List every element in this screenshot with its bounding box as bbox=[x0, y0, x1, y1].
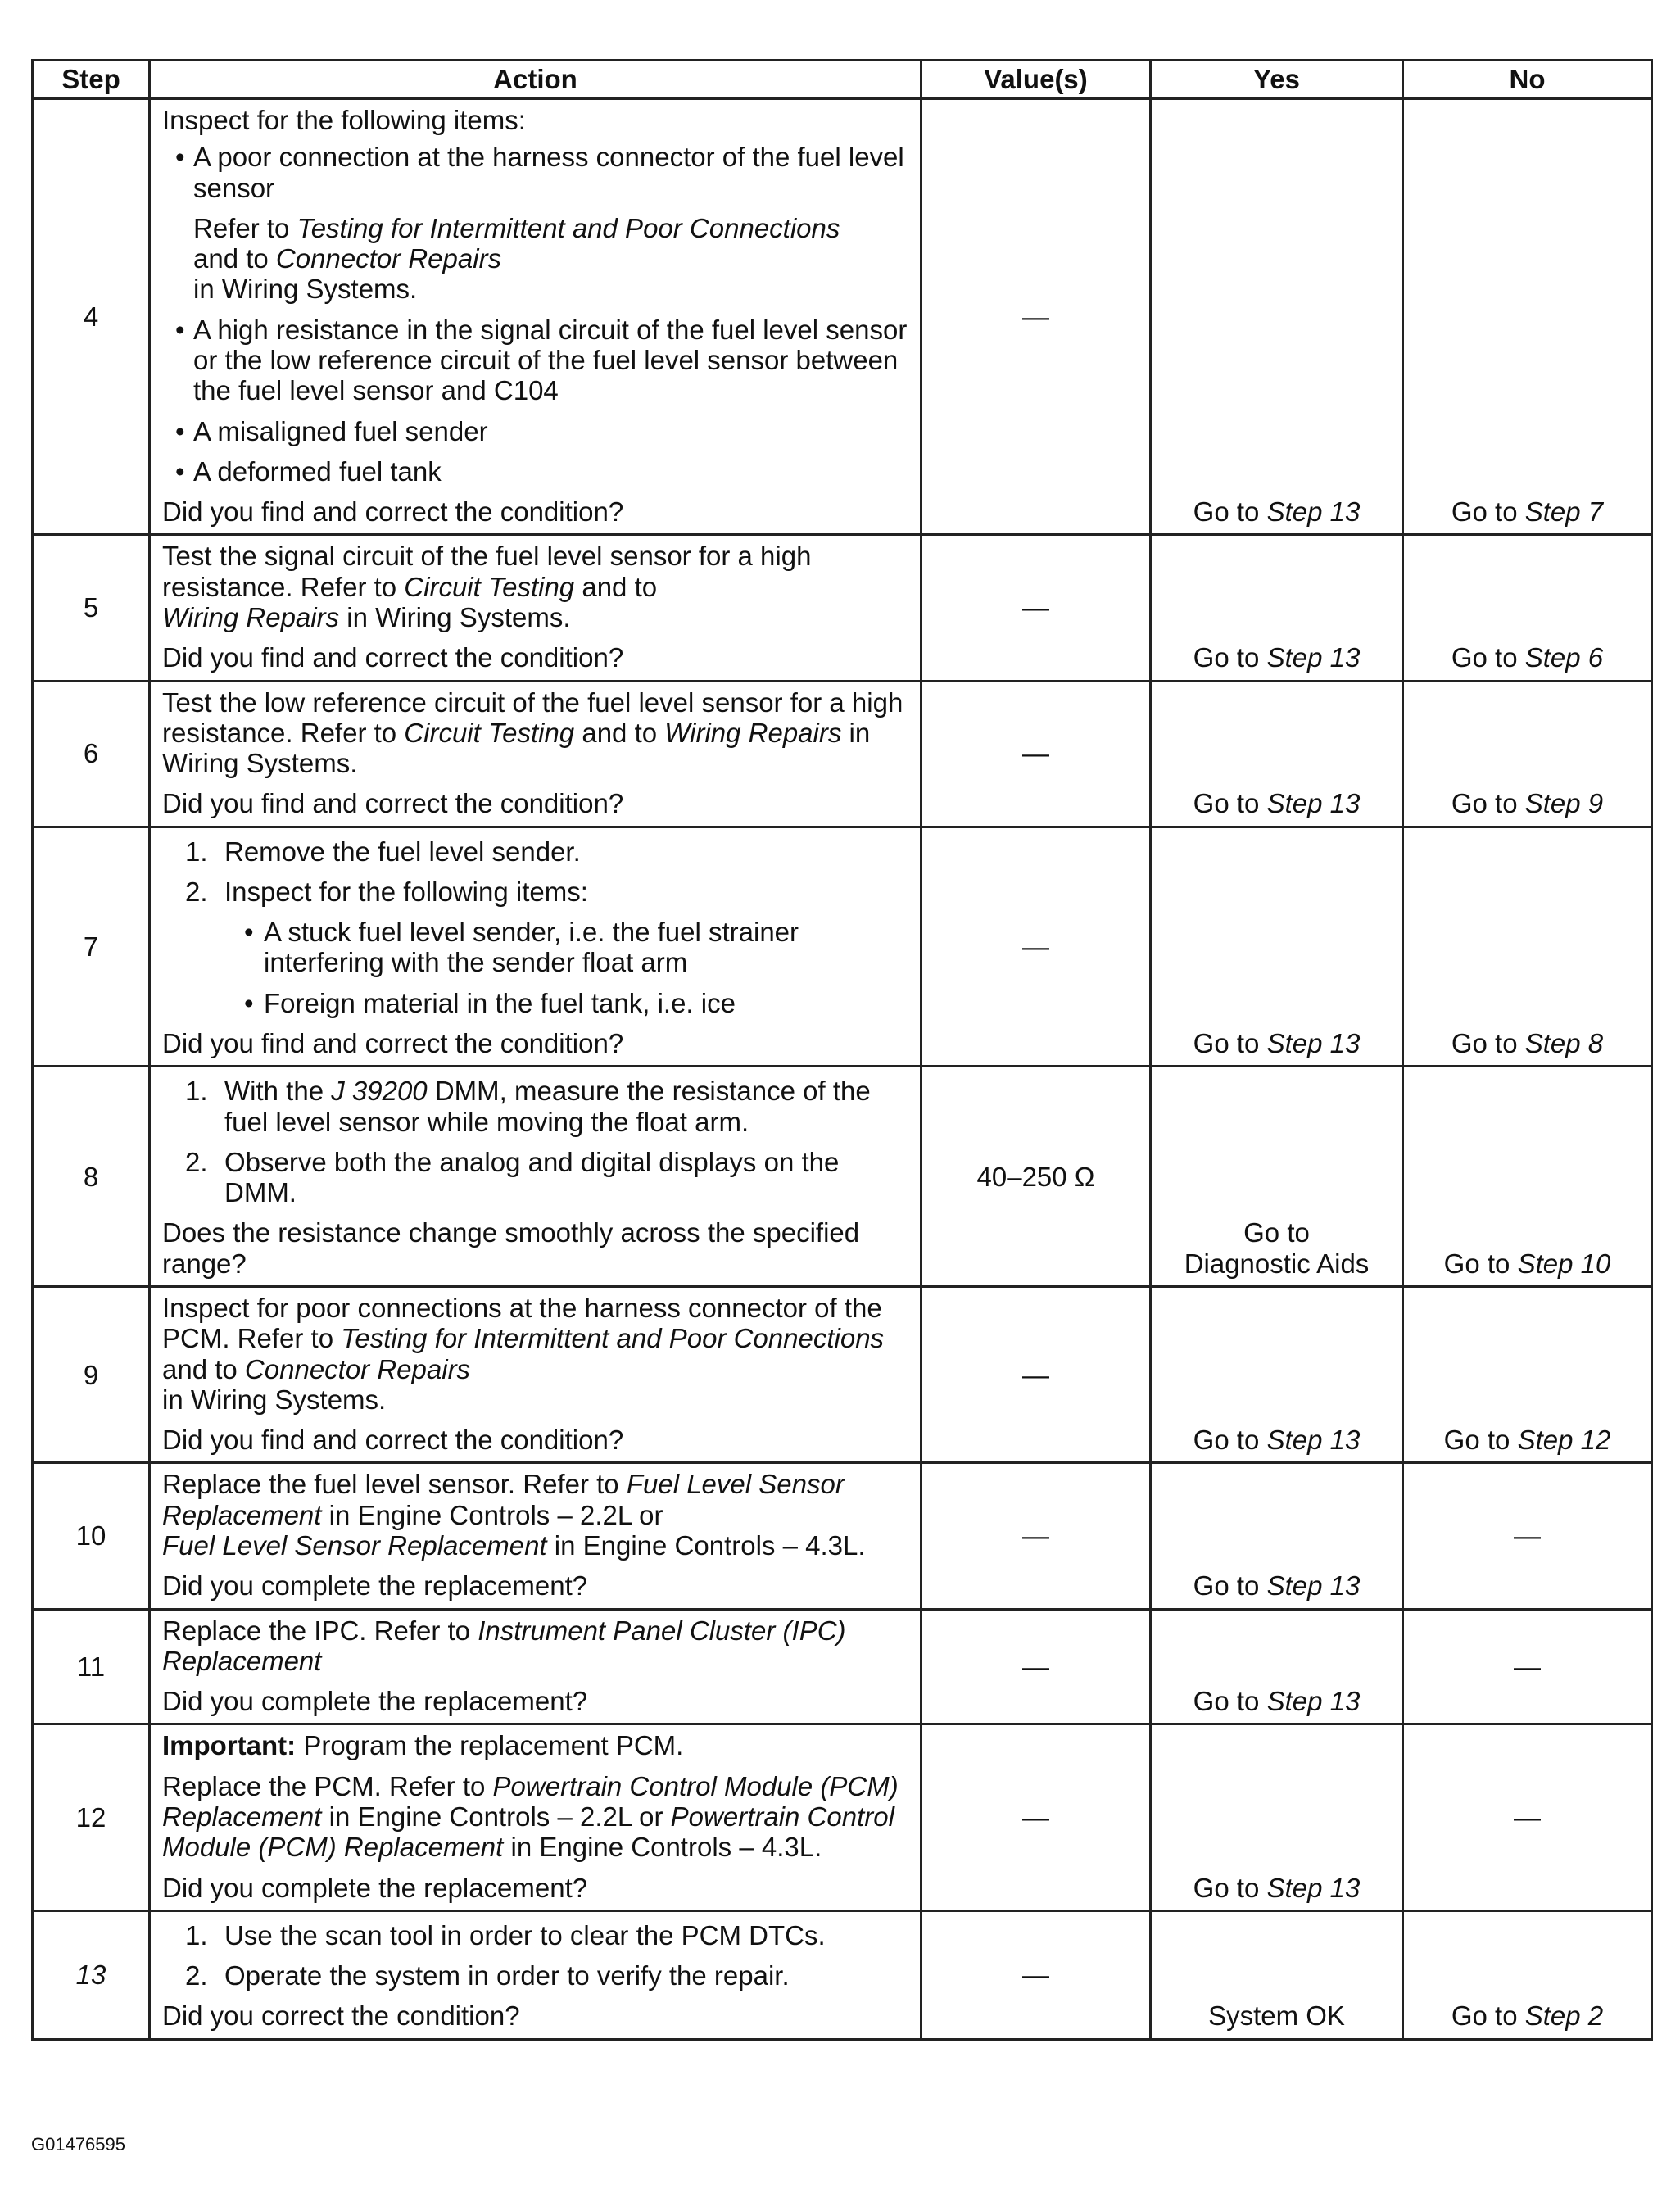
yes-cell: Go to Step 13 bbox=[1151, 1609, 1403, 1724]
bullet-item: • A misaligned fuel sender bbox=[162, 416, 912, 446]
numbered-item: 2. Inspect for the following items: bbox=[185, 876, 588, 907]
question-text: Did you complete the replacement? bbox=[162, 1686, 588, 1717]
value-cell: — bbox=[922, 1910, 1151, 2039]
step-number: 11 bbox=[33, 1609, 150, 1724]
question-text: Did you find and correct the condition? bbox=[162, 642, 624, 673]
step-number: 5 bbox=[33, 535, 150, 681]
sub-bullet-item: • A stuck fuel level sender, i.e. the fuel strainer interfering with the sender float arm bbox=[162, 917, 912, 978]
question-text: Did you find and correct the condition? bbox=[162, 1425, 624, 1456]
yes-cell: Go to Step 13 bbox=[1151, 1724, 1403, 1910]
yes-cell: Go to Step 13 bbox=[1151, 535, 1403, 681]
header-yes: Yes bbox=[1151, 61, 1403, 99]
step-number: 12 bbox=[33, 1724, 150, 1910]
action-cell bbox=[150, 535, 922, 681]
table-row-step-4 bbox=[33, 99, 1652, 535]
action-intro: Inspect for the following items: bbox=[162, 105, 526, 135]
table-row-step-6 bbox=[33, 681, 1652, 827]
yes-cell: System OK bbox=[1151, 1910, 1403, 2039]
numbered-item: 1. Use the scan tool in order to clear the PCM DTCs. bbox=[185, 1919, 826, 1950]
numbered-item: 1. Remove the fuel level sender. bbox=[185, 836, 581, 867]
action-cell bbox=[150, 1067, 922, 1287]
no-cell: — bbox=[1403, 1609, 1652, 1724]
no-cell: Go to Step 8 bbox=[1403, 827, 1652, 1067]
no-cell: Go to Step 12 bbox=[1403, 1287, 1652, 1463]
action-cell bbox=[150, 1287, 922, 1463]
value-cell: — bbox=[922, 1724, 1151, 1910]
header-action: Action bbox=[150, 61, 922, 99]
yes-cell: Go to Diagnostic Aids bbox=[1151, 1067, 1403, 1287]
no-cell: Go to Step 10 bbox=[1403, 1067, 1652, 1287]
table-row-step-11 bbox=[33, 1609, 1652, 1724]
figure-id: G01476595 bbox=[31, 2134, 125, 2154]
header-values: Value(s) bbox=[922, 61, 1151, 99]
action-cell bbox=[150, 681, 922, 827]
table-row-step-12 bbox=[33, 1724, 1652, 1910]
question-text: Did you complete the replacement? bbox=[162, 1872, 588, 1903]
question-text: Did you find and correct the condition? bbox=[162, 788, 624, 819]
question-text: Did you correct the condition? bbox=[162, 2000, 520, 2032]
yes-cell: Go to Step 13 bbox=[1151, 99, 1403, 535]
table-row-step-10 bbox=[33, 1463, 1652, 1609]
important-note: Important: Program the replacement PCM. bbox=[162, 1730, 684, 1761]
table-row-step-9 bbox=[33, 1287, 1652, 1463]
no-cell: Go to Step 7 bbox=[1403, 99, 1652, 535]
bullet-item: • A poor connection at the harness connector of the fuel level sensor bbox=[162, 142, 912, 203]
step-number: 9 bbox=[33, 1287, 150, 1463]
action-text: Test the low reference circuit of the fuel level sensor for a high resistance. Refer to Circuit Testing and to Wiring Repairs in Wiring Systems. bbox=[162, 686, 903, 779]
question-text: Did you complete the replacement? bbox=[162, 1570, 588, 1602]
step-number: 7 bbox=[33, 827, 150, 1067]
action-cell bbox=[150, 1724, 922, 1910]
value-cell: — bbox=[922, 1287, 1151, 1463]
action-cell bbox=[150, 99, 922, 535]
bullet-item: • A deformed fuel tank bbox=[162, 456, 912, 487]
numbered-item: 2. Operate the system in order to verify the repair. bbox=[185, 1960, 790, 1991]
question-text: Does the resistance change smoothly across the specified range? bbox=[162, 1217, 860, 1279]
yes-cell: Go to Step 13 bbox=[1151, 827, 1403, 1067]
action-cell bbox=[150, 1463, 922, 1609]
table-row-step-5 bbox=[33, 535, 1652, 681]
question-text: Did you find and correct the condition? bbox=[162, 1028, 624, 1059]
no-cell: Go to Step 9 bbox=[1403, 681, 1652, 827]
numbered-item: 1. With the J 39200 DMM, measure the resistance of the fuel level sensor while moving the float arm. bbox=[185, 1076, 871, 1137]
table-row-step-13 bbox=[33, 1910, 1652, 2039]
step-number: 8 bbox=[33, 1067, 150, 1287]
value-cell: — bbox=[922, 827, 1151, 1067]
value-cell: — bbox=[922, 1609, 1151, 1724]
table-row-step-7 bbox=[33, 827, 1652, 1067]
value-cell: — bbox=[922, 1463, 1151, 1609]
step-number: 13 bbox=[33, 1910, 150, 2039]
numbered-item: 2. Observe both the analog and digital displays on the DMM. bbox=[185, 1146, 840, 1208]
action-text: Replace the IPC. Refer to Instrument Panel Cluster (IPC) Replacement bbox=[162, 1615, 846, 1676]
value-cell: — bbox=[922, 535, 1151, 681]
yes-cell: Go to Step 13 bbox=[1151, 1287, 1403, 1463]
step-number: 10 bbox=[33, 1463, 150, 1609]
yes-cell: Go to Step 13 bbox=[1151, 681, 1403, 827]
action-cell bbox=[150, 1910, 922, 2039]
bullet-item: • A high resistance in the signal circuit of the fuel level sensor or the low reference circuit of the fuel level sensor between the fuel level sensor and C104 bbox=[162, 315, 912, 406]
action-text: Inspect for poor connections at the harness connector of the PCM. Refer to Testing for Intermittent and Poor Connections and to Connector Repairs in Wiring Systems. bbox=[162, 1293, 885, 1415]
yes-cell: Go to Step 13 bbox=[1151, 1463, 1403, 1609]
step-number: 6 bbox=[33, 681, 150, 827]
action-cell bbox=[150, 1609, 922, 1724]
action-text: Test the signal circuit of the fuel level sensor for a high resistance. Refer to Circuit Testing and to Wiring Repairs in Wiring Systems. bbox=[162, 541, 812, 632]
value-cell: 40–250 Ω bbox=[922, 1067, 1151, 1287]
value-cell: — bbox=[922, 99, 1151, 535]
action-text: Replace the PCM. Refer to Powertrain Control Module (PCM) Replacement in Engine Controls – 2.2L or Powertrain Control Module (PCM) Replacement in Engine Controls – 4.3L. bbox=[162, 1770, 899, 1863]
no-cell: — bbox=[1403, 1724, 1652, 1910]
diagnostic-table bbox=[31, 59, 1653, 2041]
header-step: Step bbox=[33, 61, 150, 99]
no-cell: Go to Step 6 bbox=[1403, 535, 1652, 681]
header-row bbox=[33, 61, 1652, 99]
question-text: Did you find and correct the condition? bbox=[162, 496, 624, 528]
sub-bullet-item: • Foreign material in the fuel tank, i.e. ice bbox=[162, 988, 912, 1018]
header-no: No bbox=[1403, 61, 1652, 99]
action-text: Replace the fuel level sensor. Refer to Fuel Level Sensor Replacement in Engine Controls – 2.2L or Fuel Level Sensor Replacement in Engine Controls – 4.3L. bbox=[162, 1469, 866, 1561]
no-cell: Go to Step 2 bbox=[1403, 1910, 1652, 2039]
action-cell bbox=[150, 827, 922, 1067]
reference-text: Refer to Testing for Intermittent and Poor Connections and to Connector Repairs in Wiring Systems. bbox=[193, 212, 840, 305]
value-cell: — bbox=[922, 681, 1151, 827]
no-cell: — bbox=[1403, 1463, 1652, 1609]
table-row-step-8 bbox=[33, 1067, 1652, 1287]
step-number: 4 bbox=[33, 99, 150, 535]
